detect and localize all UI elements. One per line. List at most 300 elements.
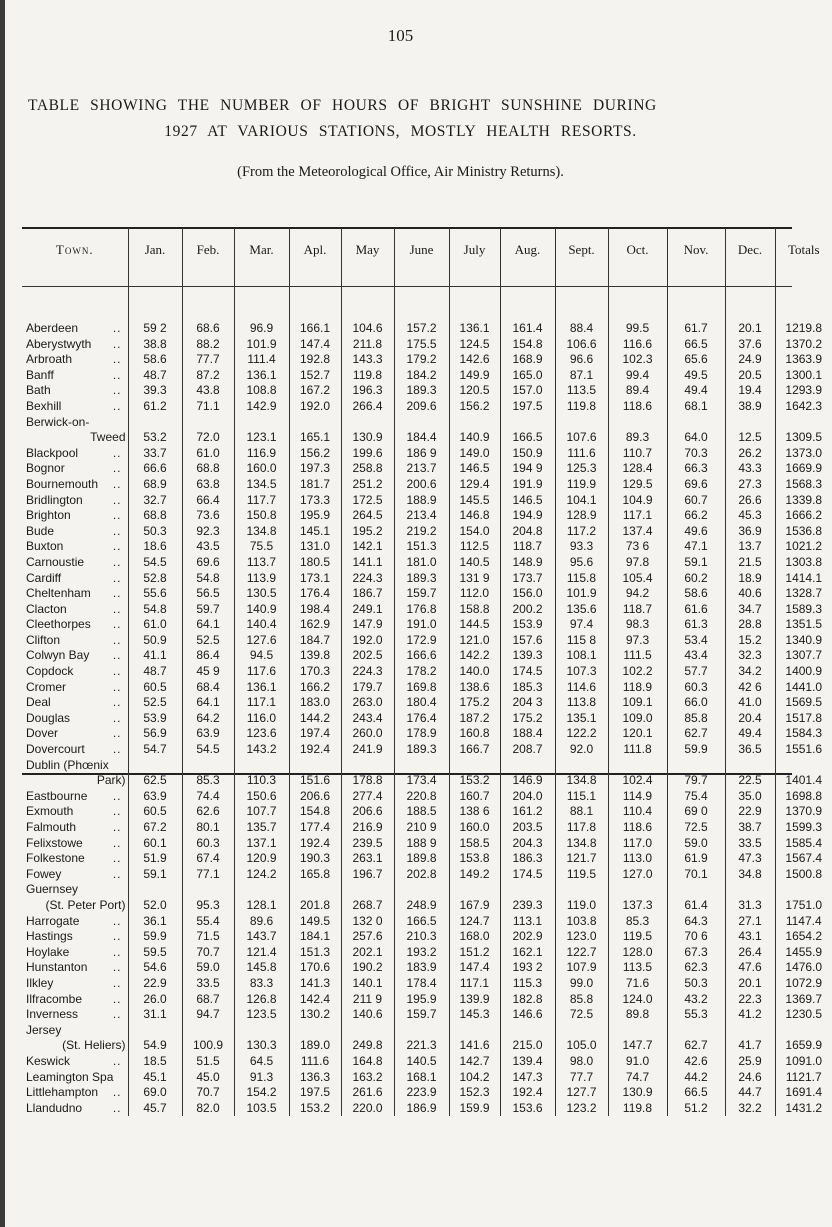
month-value-cell: 69 0: [667, 804, 725, 820]
month-value-cell: 189.8: [394, 851, 449, 867]
month-value-cell: 61.4: [667, 882, 725, 913]
month-value-cell: 28.8: [725, 617, 775, 633]
month-value-cell: 140.5: [394, 1054, 449, 1070]
month-value-cell: 142.4: [289, 992, 341, 1008]
month-value-cell: 136.1: [234, 368, 289, 384]
leader-dots: ..: [112, 991, 122, 1006]
month-value-cell: 62.7: [667, 1023, 725, 1054]
page-number: 105: [387, 26, 414, 45]
month-value-cell: 77.7: [182, 352, 234, 368]
month-value-cell: 158.8: [449, 602, 500, 618]
month-value-cell: 22.3: [725, 992, 775, 1008]
month-value-cell: 66.0: [667, 695, 725, 711]
month-value-cell: 59.0: [182, 960, 234, 976]
month-value-cell: 176.4: [394, 711, 449, 727]
month-value-cell: 101.9: [234, 337, 289, 353]
leader-dots: ..: [112, 960, 122, 975]
total-cell: 1441.0: [775, 680, 832, 696]
table-row: [22, 851, 832, 867]
town-cell: [22, 804, 128, 820]
table-row: [22, 804, 832, 820]
table-row: [22, 789, 832, 805]
town-name: Brighton: [26, 508, 71, 523]
leader-dots: ..: [112, 664, 122, 679]
month-value-cell: 175.2: [449, 695, 500, 711]
month-value-cell: 66.3: [667, 461, 725, 477]
month-value-cell: 69.6: [182, 555, 234, 571]
month-value-cell: 136.1: [449, 321, 500, 337]
month-value-cell: 113.0: [608, 851, 667, 867]
month-value-cell: 146.8: [449, 508, 500, 524]
month-value-cell: 55.3: [667, 1007, 725, 1023]
month-value-cell: 74.4: [182, 789, 234, 805]
month-value-cell: 135.7: [234, 820, 289, 836]
month-value-cell: 189.0: [289, 1023, 341, 1054]
month-value-cell: 71.6: [608, 976, 667, 992]
month-value-cell: 186 9: [394, 446, 449, 462]
month-value-cell: 159.7: [394, 1007, 449, 1023]
table-row: [22, 726, 832, 742]
town-name: Hoylake: [26, 944, 70, 959]
town-name-continued: (St. Heliers): [62, 1038, 126, 1053]
month-value-cell: 193.2: [394, 945, 449, 961]
month-value-cell: 173.1: [289, 571, 341, 587]
month-value-cell: 38.8: [128, 337, 182, 353]
month-value-cell: 102.2: [608, 664, 667, 680]
town-name: Leamington Spa: [26, 1069, 114, 1084]
column-header-may: May: [341, 228, 394, 301]
table-row: [22, 929, 832, 945]
total-cell: 1654.2: [775, 929, 832, 945]
leader-dots: ..: [112, 632, 122, 647]
month-value-cell: 147.4: [449, 960, 500, 976]
town-name-continued: Park): [96, 773, 126, 788]
month-value-cell: 83.3: [234, 976, 289, 992]
month-value-cell: 224.3: [341, 664, 394, 680]
month-value-cell: 111.4: [234, 352, 289, 368]
month-value-cell: 141.3: [289, 976, 341, 992]
town-name: Llandudno: [26, 1100, 83, 1115]
month-value-cell: 89.6: [234, 914, 289, 930]
table-row: [22, 415, 832, 446]
month-value-cell: 127.7: [555, 1085, 608, 1101]
total-cell: 1340.9: [775, 633, 832, 649]
column-header-feb: Feb.: [182, 228, 234, 301]
month-value-cell: 209.6: [394, 399, 449, 415]
month-value-cell: 183.0: [289, 695, 341, 711]
table-row: [22, 352, 832, 368]
month-value-cell: 60.3: [182, 836, 234, 852]
month-value-cell: 65.6: [667, 352, 725, 368]
town-name: Bexhill: [26, 398, 62, 413]
town-cell: [22, 508, 128, 524]
month-value-cell: 27.1: [725, 914, 775, 930]
town-cell: [22, 976, 128, 992]
table-row: [22, 586, 832, 602]
table-row: [22, 960, 832, 976]
month-value-cell: 104.1: [555, 493, 608, 509]
month-value-cell: 115 8: [555, 633, 608, 649]
month-value-cell: 105.4: [608, 571, 667, 587]
month-value-cell: 95.6: [555, 555, 608, 571]
month-value-cell: 203.5: [500, 820, 555, 836]
town-cell: [22, 851, 128, 867]
leader-dots: ..: [112, 695, 122, 710]
month-value-cell: 82.0: [182, 1101, 234, 1117]
month-value-cell: 62.5: [128, 758, 182, 789]
month-value-cell: 147.7: [608, 1023, 667, 1054]
month-value-cell: 152.3: [449, 1085, 500, 1101]
total-cell: 1370.2: [775, 337, 832, 353]
month-value-cell: 45.1: [128, 1070, 182, 1086]
month-value-cell: 18.6: [128, 539, 182, 555]
month-value-cell: 137.4: [608, 524, 667, 540]
month-value-cell: 47.3: [725, 851, 775, 867]
month-value-cell: 34.7: [725, 602, 775, 618]
month-value-cell: 103.8: [555, 914, 608, 930]
month-value-cell: 53.2: [128, 415, 182, 446]
month-value-cell: 51.2: [667, 1101, 725, 1117]
total-cell: 1351.5: [775, 617, 832, 633]
table-row: [22, 1070, 832, 1086]
leader-dots: ..: [112, 1100, 122, 1115]
month-value-cell: 146.5: [500, 493, 555, 509]
month-value-cell: 22.9: [725, 804, 775, 820]
town-cell: [22, 711, 128, 727]
month-value-cell: 95.3: [182, 882, 234, 913]
month-value-cell: 109.1: [608, 695, 667, 711]
month-value-cell: 157.2: [394, 321, 449, 337]
month-value-cell: 129.5: [608, 477, 667, 493]
month-value-cell: 94.2: [608, 586, 667, 602]
month-value-cell: 192.0: [289, 399, 341, 415]
month-value-cell: 61.9: [667, 851, 725, 867]
table-row: [22, 1085, 832, 1101]
table-row: [22, 493, 832, 509]
month-value-cell: 33.5: [182, 976, 234, 992]
month-value-cell: 107.3: [555, 664, 608, 680]
month-value-cell: 126.8: [234, 992, 289, 1008]
month-value-cell: 149.9: [449, 368, 500, 384]
month-value-cell: 107.7: [234, 804, 289, 820]
month-value-cell: 198.4: [289, 602, 341, 618]
month-value-cell: 105.0: [555, 1023, 608, 1054]
month-value-cell: 40.6: [725, 586, 775, 602]
month-value-cell: 188 9: [394, 836, 449, 852]
table-title-line-1: TABLE SHOWING THE NUMBER OF HOURS OF BRIGHT SUNSHINE DURING: [28, 97, 657, 114]
town-cell: [22, 1023, 128, 1054]
month-value-cell: 43.1: [725, 929, 775, 945]
town-cell: [22, 992, 128, 1008]
table-row: [22, 695, 832, 711]
town-name: Cheltenham: [26, 586, 91, 601]
month-value-cell: 60.2: [667, 571, 725, 587]
month-value-cell: 123.5: [234, 1007, 289, 1023]
month-value-cell: 120.1: [608, 726, 667, 742]
month-value-cell: 130.3: [234, 1023, 289, 1054]
month-value-cell: 178.2: [394, 664, 449, 680]
town-name: Aberdeen: [26, 321, 79, 335]
month-value-cell: 119.0: [555, 882, 608, 913]
total-cell: 1455.9: [775, 945, 832, 961]
town-name: Hunstanton: [26, 960, 88, 975]
month-value-cell: 85.3: [182, 758, 234, 789]
month-value-cell: 145.3: [449, 1007, 500, 1023]
month-value-cell: 32.7: [128, 493, 182, 509]
month-value-cell: 266.4: [341, 399, 394, 415]
month-value-cell: 50.3: [128, 524, 182, 540]
town-cell: [22, 368, 128, 384]
total-cell: 1230.5: [775, 1007, 832, 1023]
column-header-aug: Aug.: [500, 228, 555, 301]
month-value-cell: 20.1: [725, 976, 775, 992]
month-value-cell: 157.6: [500, 633, 555, 649]
month-value-cell: 134.8: [234, 524, 289, 540]
month-value-cell: 151.3: [289, 945, 341, 961]
month-value-cell: 33.5: [725, 836, 775, 852]
month-value-cell: 111.6: [289, 1054, 341, 1070]
month-value-cell: 72.0: [182, 415, 234, 446]
month-value-cell: 141.6: [449, 1023, 500, 1054]
month-value-cell: 200.6: [394, 477, 449, 493]
town-cell: [22, 945, 128, 961]
month-value-cell: 54.8: [128, 602, 182, 618]
month-value-cell: 176.8: [394, 602, 449, 618]
month-value-cell: 140.6: [341, 1007, 394, 1023]
month-value-cell: 215.0: [500, 1023, 555, 1054]
month-value-cell: 54.7: [128, 742, 182, 758]
town-cell: [22, 461, 128, 477]
month-value-cell: 57.7: [667, 664, 725, 680]
month-value-cell: 98.0: [555, 1054, 608, 1070]
month-value-cell: 92.3: [182, 524, 234, 540]
month-value-cell: 151.2: [449, 945, 500, 961]
month-value-cell: 59.9: [667, 742, 725, 758]
month-value-cell: 68.1: [667, 399, 725, 415]
month-value-cell: 130.2: [289, 1007, 341, 1023]
month-value-cell: 91.3: [234, 1070, 289, 1086]
month-value-cell: 93.3: [555, 539, 608, 555]
column-header-totals: Totals: [775, 228, 832, 301]
column-header-dec: Dec.: [725, 228, 775, 301]
month-value-cell: 157.0: [500, 383, 555, 399]
leader-dots: ..: [112, 742, 122, 757]
month-value-cell: 68.7: [182, 992, 234, 1008]
month-value-cell: 55.4: [182, 914, 234, 930]
month-value-cell: 264.5: [341, 508, 394, 524]
month-value-cell: 160.0: [449, 820, 500, 836]
town-name-continued: (St. Peter Port): [45, 897, 126, 912]
month-value-cell: 160.8: [449, 726, 500, 742]
month-value-cell: 139.8: [289, 648, 341, 664]
month-value-cell: 67.2: [128, 820, 182, 836]
month-value-cell: 43.4: [667, 648, 725, 664]
month-value-cell: 156.2: [289, 446, 341, 462]
month-value-cell: 197.3: [289, 461, 341, 477]
month-value-cell: 59 2: [128, 321, 182, 337]
month-value-cell: 60.5: [128, 804, 182, 820]
month-value-cell: 151.6: [289, 758, 341, 789]
leader-dots: ..: [112, 835, 122, 850]
month-value-cell: 58.6: [128, 352, 182, 368]
town-cell: [22, 789, 128, 805]
total-cell: 1517.8: [775, 711, 832, 727]
month-value-cell: 61.7: [667, 321, 725, 337]
column-header-apl: Apl.: [289, 228, 341, 301]
month-value-cell: 70.1: [667, 867, 725, 883]
month-value-cell: 37.6: [725, 337, 775, 353]
month-value-cell: 88.1: [555, 804, 608, 820]
month-value-cell: 52.5: [128, 695, 182, 711]
column-header-oct: Oct.: [608, 228, 667, 301]
month-value-cell: 64.1: [182, 695, 234, 711]
month-value-cell: 128.1: [234, 882, 289, 913]
month-value-cell: 127.6: [234, 633, 289, 649]
town-cell: [22, 742, 128, 758]
month-value-cell: 146.6: [500, 1007, 555, 1023]
month-value-cell: 94.7: [182, 1007, 234, 1023]
month-value-cell: 186.3: [500, 851, 555, 867]
month-value-cell: 154.8: [500, 337, 555, 353]
month-value-cell: 153.8: [449, 851, 500, 867]
month-value-cell: 176.4: [289, 586, 341, 602]
month-value-cell: 178.8: [341, 758, 394, 789]
month-value-cell: 96.6: [555, 352, 608, 368]
month-value-cell: 66.5: [667, 337, 725, 353]
month-value-cell: 191.9: [500, 477, 555, 493]
month-value-cell: 20.1: [725, 321, 775, 337]
month-value-cell: 61.3: [667, 617, 725, 633]
month-value-cell: 123.2: [555, 1101, 608, 1117]
month-value-cell: 249.1: [341, 602, 394, 618]
month-value-cell: 221.3: [394, 1023, 449, 1054]
month-value-cell: 119.8: [341, 368, 394, 384]
month-value-cell: 130.5: [234, 586, 289, 602]
month-value-cell: 44.7: [725, 1085, 775, 1101]
town-name: Ilkley: [26, 975, 54, 990]
month-value-cell: 151.3: [394, 539, 449, 555]
month-value-cell: 72.5: [667, 820, 725, 836]
town-cell: [22, 914, 128, 930]
town-name: Guernsey: [26, 882, 79, 897]
town-cell: [22, 695, 128, 711]
month-value-cell: 49.6: [667, 524, 725, 540]
month-value-cell: 251.2: [341, 477, 394, 493]
month-value-cell: 197.5: [500, 399, 555, 415]
month-value-cell: 64.2: [182, 711, 234, 727]
month-value-cell: 113.7: [234, 555, 289, 571]
leader-dots: ..: [112, 445, 122, 460]
month-value-cell: 71.1: [182, 399, 234, 415]
town-name: Bath: [26, 383, 51, 398]
leader-dots: ..: [112, 570, 122, 585]
month-value-cell: 189.3: [394, 742, 449, 758]
month-value-cell: 118.9: [608, 680, 667, 696]
month-value-cell: 150.9: [500, 446, 555, 462]
month-value-cell: 32.3: [725, 648, 775, 664]
month-value-cell: 85.8: [667, 711, 725, 727]
town-name: Bournemouth: [26, 476, 99, 491]
month-value-cell: 13.7: [725, 539, 775, 555]
month-value-cell: 128.9: [555, 508, 608, 524]
month-value-cell: 34.2: [725, 664, 775, 680]
month-value-cell: 175.5: [394, 337, 449, 353]
month-value-cell: 145.8: [234, 960, 289, 976]
month-value-cell: 249.8: [341, 1023, 394, 1054]
total-cell: 1500.8: [775, 867, 832, 883]
month-value-cell: 147.3: [500, 1070, 555, 1086]
month-value-cell: 137.1: [234, 836, 289, 852]
month-value-cell: 167.2: [289, 383, 341, 399]
month-value-cell: 140.5: [449, 555, 500, 571]
month-value-cell: 119.8: [608, 1101, 667, 1117]
month-value-cell: 18.9: [725, 571, 775, 587]
month-value-cell: 61.0: [182, 446, 234, 462]
town-cell: [22, 586, 128, 602]
month-value-cell: 219.2: [394, 524, 449, 540]
town-name: Colwyn Bay: [26, 648, 90, 663]
month-value-cell: 152.7: [289, 368, 341, 384]
table-subtitle: (From the Meteorological Office, Air Ministry Returns).: [237, 164, 564, 180]
month-value-cell: 143.7: [234, 929, 289, 945]
month-value-cell: 98.3: [608, 617, 667, 633]
month-value-cell: 68.9: [128, 477, 182, 493]
month-value-cell: 162.9: [289, 617, 341, 633]
month-value-cell: 97.4: [555, 617, 608, 633]
total-cell: 1536.8: [775, 524, 832, 540]
month-value-cell: 74.7: [608, 1070, 667, 1086]
month-value-cell: 243.4: [341, 711, 394, 727]
month-value-cell: 75.4: [667, 789, 725, 805]
month-value-cell: 20.4: [725, 711, 775, 727]
month-value-cell: 169.8: [394, 680, 449, 696]
month-value-cell: 99.0: [555, 976, 608, 992]
leader-dots: ..: [112, 383, 122, 398]
month-value-cell: 63.9: [128, 789, 182, 805]
month-value-cell: 156.2: [449, 399, 500, 415]
month-value-cell: 154.8: [289, 804, 341, 820]
leader-dots: ..: [112, 539, 122, 554]
month-value-cell: 114.6: [555, 680, 608, 696]
month-value-cell: 22.9: [128, 976, 182, 992]
month-value-cell: 52.0: [128, 882, 182, 913]
month-value-cell: 168.0: [449, 929, 500, 945]
table-row: [22, 461, 832, 477]
month-value-cell: 42.6: [667, 1054, 725, 1070]
month-value-cell: 38.9: [725, 399, 775, 415]
month-value-cell: 188.5: [394, 804, 449, 820]
table-row: [22, 680, 832, 696]
month-value-cell: 173.3: [289, 493, 341, 509]
leader-dots: ..: [112, 476, 122, 491]
total-cell: 1698.8: [775, 789, 832, 805]
month-value-cell: 166.7: [449, 742, 500, 758]
month-value-cell: 188.9: [394, 493, 449, 509]
month-value-cell: 43.2: [667, 992, 725, 1008]
month-value-cell: 158.5: [449, 836, 500, 852]
month-value-cell: 72.5: [555, 1007, 608, 1023]
month-value-cell: 64.5: [234, 1054, 289, 1070]
table-row: [22, 1101, 832, 1117]
table-row: [22, 914, 832, 930]
total-cell: 1691.4: [775, 1085, 832, 1101]
month-value-cell: 200.2: [500, 602, 555, 618]
table-row: [22, 1007, 832, 1023]
month-value-cell: 110.7: [608, 446, 667, 462]
month-value-cell: 97.8: [608, 555, 667, 571]
table-row: [22, 383, 832, 399]
month-value-cell: 113.5: [555, 383, 608, 399]
